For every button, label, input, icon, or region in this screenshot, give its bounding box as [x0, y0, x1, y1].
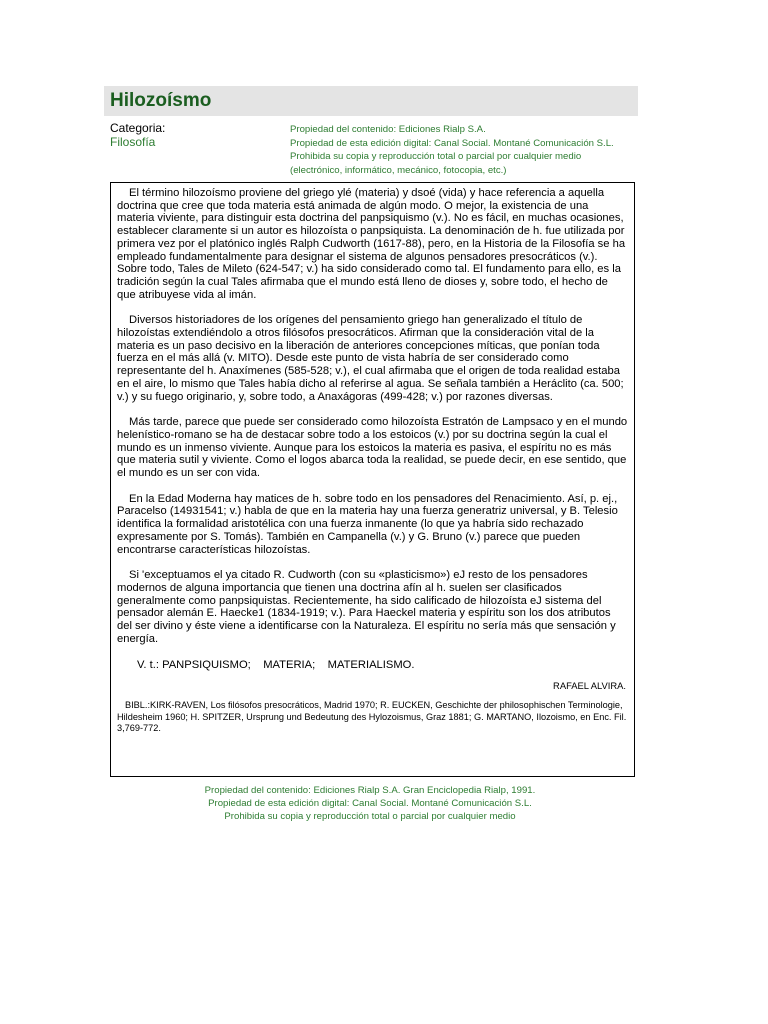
copyright-notice-bottom — [0, 785, 740, 824]
article-author: RAFAEL ALVIRA. — [553, 680, 626, 692]
copyright-notice-top — [290, 123, 630, 177]
article-body — [110, 182, 635, 777]
copyright-line: Propiedad de esta edición digital: Canal Social. Montané Comunicación S.L. — [290, 137, 614, 149]
category-link[interactable]: Filosofía — [110, 135, 156, 149]
bibliography: BIBL.:KIRK-RAVEN, Los filósofos presocráticos, Madrid 1970; R. EUCKEN, Geschichte der philosophischen Terminologie, Hildesheim 1960; H. SPITZER, Ursprung und Bedeutung des Hylozoismus, Graz 1881; G. MARTANO, Ilozoismo, en Enc. Fil. 3,769-772. — [117, 700, 627, 734]
title-bar — [104, 86, 638, 116]
article-paragraph: Diversos historiadores de los orígenes del pensamiento griego han generalizado el título de hilozoístas extendiéndolo a otros filósofos presocráticos. Afirman que la consideración vital de la materia es un paso decisivo en la liberación de anteriores concepciones míticas, que ponían toda fuerza en el más allá (v. MITO). Desde este punto de vista habría de ser considerado como representante del h. Anaxímenes (585-528; v.), el cual afirmaba que el origen de toda realidad estaba en el aire, lo mismo que Tales había dicho al referirse al agua. Se señala también a Heráclito (ca. 500; v.) y su fuego originario, y, sobre todo, a Anaxágoras (499-428; v.) por razones diversas. — [117, 314, 624, 403]
category-label: Categoria: — [110, 121, 166, 135]
copyright-line: Propiedad del contenido: Ediciones Rialp S.A. Gran Enciclopedia Rialp, 1991. — [204, 785, 536, 796]
see-also-references: V. t.: PANPSIQUISMO; MATERIA; MATERIALISMO. — [137, 658, 415, 671]
copyright-line: Propiedad de esta edición digital: Canal Social. Montané Comunicación S.L. — [208, 797, 532, 809]
article-paragraph: Más tarde, parece que puede ser considerado como hilozoísta Estratón de Lampsaco y en el mundo helenístico-romano se ha de destacar sobre todo a los estoicos (v.) por su doctrina según la cual el mundo es un inmenso viviente. Aunque para los estoicos la materia es pasiva, el espíritu no es más que materia sutil y viviente. Como el logos abarca toda la realidad, se puede decir, en ese sentido, que el mundo es un ser con vida. — [117, 416, 628, 480]
copyright-line: Prohibida su copia y reproducción total o parcial por cualquier medio — [224, 810, 516, 822]
article-paragraph: El término hilozoísmo proviene del griego ylé (materia) y dsoé (vida) y hace referencia a aquella doctrina que cree que toda materia está animada de algún modo. O mejor, la existencia de una materia viviente, para distinguir esta doctrina del panpsiquismo (v.). No es fácil, en muchas ocasiones, establecer claramente si un autor es hilozoísta o panpsiquista. La denominación de h. fue utilizada por primera vez por el platónico inglés Ralph Cudworth (1617-88), pero, en la Historia de la Filosofía se ha empleado fundamentalmente para designar el sistema de algunos pensadores presocráticos (v.). Sobre todo, Tales de Mileto (624-547; v.) ha sido considerado como tal. El fundamento para ello, es la tradición según la cual Tales afirmaba que el mundo está lleno de dioses y, sobre todo, el hecho de que atribuyese vida al imán. — [117, 187, 626, 301]
copyright-line: (electrónico, informático, mecánico, fotocopia, etc.) — [290, 164, 507, 176]
copyright-line: Propiedad del contenido: Ediciones Rialp S.A. — [290, 124, 486, 135]
article-paragraph: En la Edad Moderna hay matices de h. sobre todo en los pensadores del Renacimiento. Así, p. ej., Paracelso (14931541; v.) habla de que en la materia hay una fuerza generatriz universal, y B. Telesio identifica la formalidad aristotélica con una fuerza inmanente (lo que ya habría sido rechazado expresamente por S. Tomás). También en Campanella (v.) y G. Bruno (v.) parece que pueden encontrarse características hilozoístas. — [117, 492, 618, 556]
article-paragraph: Si 'exceptuamos el ya citado R. Cudworth (con su «plasticismo») eJ resto de los pensadores modernos de alguna importancia que tienen una doctrina afín al h. suelen ser clasificados generalmente como panpsiquistas. Recientemente, ha sido calificado de hilozoísta eJ sistema del pensador alemán E. Haecke1 (1834-1919; v.). Para Haeckel materia y espíritu son los dos atributos del ser divino y éste viene a identificarse con la Naturaleza. El espíritu no sería más que sensación y energía. — [117, 569, 616, 645]
page-title: Hilozoísmo — [110, 90, 212, 111]
copyright-line: Prohibida su copia y reproducción total o parcial por cualquier medio — [290, 151, 582, 162]
